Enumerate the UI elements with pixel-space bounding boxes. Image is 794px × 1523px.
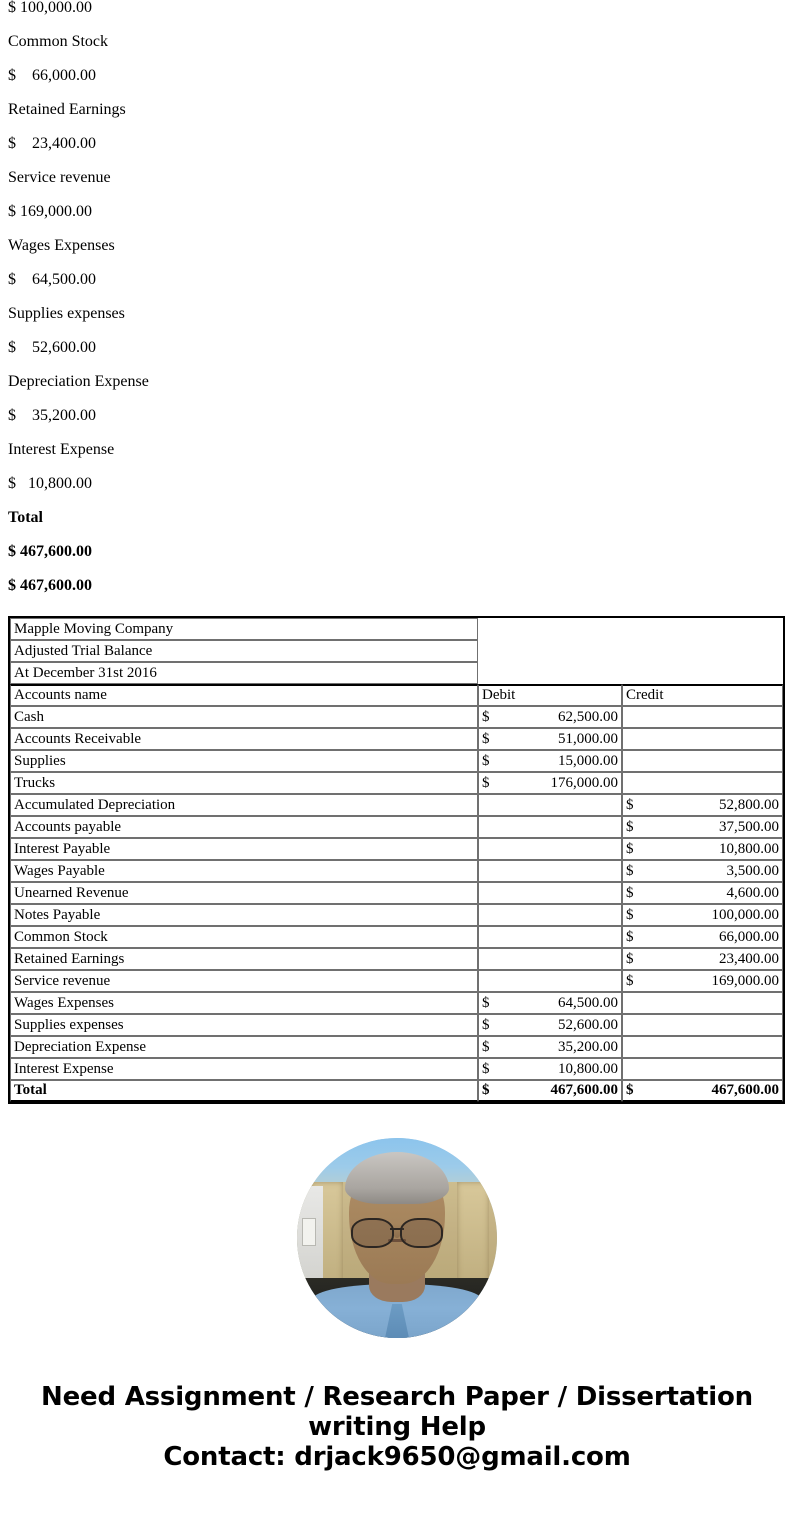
top-text-line: Wages Expenses xyxy=(8,237,115,254)
table-row xyxy=(10,970,783,992)
table-row xyxy=(10,1014,783,1036)
currency-symbol: $ xyxy=(626,950,634,967)
cell-credit xyxy=(622,772,783,794)
amount-value: 467,600.00 xyxy=(550,1082,618,1098)
cell-credit xyxy=(622,728,783,750)
top-text-line: $ 467,600.00 xyxy=(8,543,92,560)
currency-symbol: $ xyxy=(482,1016,490,1033)
cell-account-name: Retained Earnings xyxy=(10,948,478,970)
top-text-line: Supplies expenses xyxy=(8,305,125,322)
promo-block xyxy=(0,1382,794,1472)
cell-debit xyxy=(478,1036,622,1058)
cell-account-name: Notes Payable xyxy=(10,904,478,926)
cell-debit xyxy=(478,838,622,860)
table-row xyxy=(10,948,783,970)
cell-account-name: Accumulated Depreciation xyxy=(10,794,478,816)
cell-account-name: Service revenue xyxy=(10,970,478,992)
cell-account-name: Supplies expenses xyxy=(10,1014,478,1036)
currency-symbol: $ xyxy=(482,752,490,769)
cell-account-name: Wages Expenses xyxy=(10,992,478,1014)
amount-value: 10,800.00 xyxy=(558,1060,618,1077)
cell-account-name: Cash xyxy=(10,706,478,728)
amount-value: 4,600.00 xyxy=(726,884,779,901)
cell-credit xyxy=(622,948,783,970)
top-text-line: $ 66,000.00 xyxy=(8,67,96,84)
promo-line-3: Contact: drjack9650@gmail.com xyxy=(163,1442,631,1472)
cell-total-credit xyxy=(622,1080,783,1102)
top-text-line: $ 467,600.00 xyxy=(8,577,92,594)
currency-symbol: $ xyxy=(626,928,634,945)
cell-credit xyxy=(622,816,783,838)
table-title-cell: Mapple Moving Company xyxy=(10,618,478,640)
avatar xyxy=(297,1138,497,1338)
table-row xyxy=(10,1058,783,1080)
top-text-line: Service revenue xyxy=(8,169,111,186)
cell-credit xyxy=(622,904,783,926)
cell-debit xyxy=(478,816,622,838)
cell-credit xyxy=(622,992,783,1014)
top-text-line: $ 23,400.00 xyxy=(8,135,96,152)
amount-value: 467,600.00 xyxy=(711,1082,779,1098)
amount-value: 66,000.00 xyxy=(719,928,779,945)
cell-account-name: Accounts Receivable xyxy=(10,728,478,750)
cell-debit xyxy=(478,970,622,992)
currency-symbol: $ xyxy=(482,1060,490,1077)
cell-total-debit xyxy=(478,1080,622,1102)
cell-debit xyxy=(478,882,622,904)
trial-balance-table xyxy=(8,616,785,1104)
cell-account-name: Supplies xyxy=(10,750,478,772)
table-title-row xyxy=(10,662,783,684)
cell-debit xyxy=(478,904,622,926)
column-header-accounts-name: Accounts name xyxy=(10,684,478,706)
amount-value: 51,000.00 xyxy=(558,730,618,747)
amount-value: 62,500.00 xyxy=(558,708,618,725)
top-text-line: Retained Earnings xyxy=(8,101,126,118)
table-title-blank-area xyxy=(478,662,783,684)
cell-account-name: Depreciation Expense xyxy=(10,1036,478,1058)
cell-total-label: Total xyxy=(10,1080,478,1102)
currency-symbol: $ xyxy=(482,1038,490,1055)
table-row xyxy=(10,794,783,816)
cell-debit xyxy=(478,992,622,1014)
table-title-cell: Adjusted Trial Balance xyxy=(10,640,478,662)
table-row xyxy=(10,772,783,794)
amount-value: 100,000.00 xyxy=(711,906,779,923)
currency-symbol: $ xyxy=(626,840,634,857)
promo-line-2: writing Help xyxy=(308,1412,486,1442)
amount-value: 37,500.00 xyxy=(719,818,779,835)
cell-account-name: Wages Payable xyxy=(10,860,478,882)
avatar-block xyxy=(0,1138,794,1338)
table-title-row xyxy=(10,618,783,640)
table-row xyxy=(10,882,783,904)
column-header-debit: Debit xyxy=(478,684,622,706)
amount-value: 64,500.00 xyxy=(558,994,618,1011)
currency-symbol: $ xyxy=(482,774,490,791)
cell-credit xyxy=(622,1036,783,1058)
currency-symbol: $ xyxy=(626,818,634,835)
cell-credit xyxy=(622,1014,783,1036)
avatar-lens-right xyxy=(400,1218,443,1248)
cell-credit xyxy=(622,860,783,882)
top-text-line: Total xyxy=(8,509,43,526)
currency-symbol: $ xyxy=(482,730,490,747)
cell-account-name: Interest Expense xyxy=(10,1058,478,1080)
cell-debit xyxy=(478,948,622,970)
avatar-lens-left xyxy=(351,1218,394,1248)
top-text-line: $ 169,000.00 xyxy=(8,203,92,220)
table-title-blank-area xyxy=(478,640,783,662)
currency-symbol: $ xyxy=(626,796,634,813)
table-row xyxy=(10,816,783,838)
currency-symbol: $ xyxy=(626,906,634,923)
amount-value: 35,200.00 xyxy=(558,1038,618,1055)
cell-debit xyxy=(478,1058,622,1080)
cell-account-name: Common Stock xyxy=(10,926,478,948)
cell-credit xyxy=(622,794,783,816)
currency-symbol: $ xyxy=(626,972,634,989)
currency-symbol: $ xyxy=(482,994,490,1011)
glasses-icon xyxy=(351,1218,443,1244)
cell-debit xyxy=(478,706,622,728)
avatar-light-switch xyxy=(302,1218,316,1246)
cell-credit xyxy=(622,1058,783,1080)
top-text-line: $ 10,800.00 xyxy=(8,475,92,492)
trial-balance-body xyxy=(10,618,783,1102)
table-row xyxy=(10,926,783,948)
top-text-line: Common Stock xyxy=(8,33,109,50)
cell-account-name: Trucks xyxy=(10,772,478,794)
top-text-line: Interest Expense xyxy=(8,441,115,458)
top-text-line: $ 64,500.00 xyxy=(8,271,96,288)
cell-debit xyxy=(478,728,622,750)
top-text-line: $ 100,000.00 xyxy=(8,0,92,16)
table-row xyxy=(10,728,783,750)
cell-debit xyxy=(478,750,622,772)
table-row xyxy=(10,904,783,926)
amount-value: 52,600.00 xyxy=(558,1016,618,1033)
table-row xyxy=(10,860,783,882)
top-text-line: $ 35,200.00 xyxy=(8,407,96,424)
currency-symbol: $ xyxy=(482,1082,490,1098)
table-title-row xyxy=(10,640,783,662)
cell-credit xyxy=(622,838,783,860)
cell-account-name: Unearned Revenue xyxy=(10,882,478,904)
currency-symbol: $ xyxy=(626,862,634,879)
cell-credit xyxy=(622,882,783,904)
cell-credit xyxy=(622,750,783,772)
cell-credit xyxy=(622,706,783,728)
table-row xyxy=(10,706,783,728)
cell-debit xyxy=(478,926,622,948)
amount-value: 23,400.00 xyxy=(719,950,779,967)
top-text-line: $ 52,600.00 xyxy=(8,339,96,356)
trial-balance-container xyxy=(8,612,786,1104)
table-row xyxy=(10,838,783,860)
cell-credit xyxy=(622,970,783,992)
column-header-credit: Credit xyxy=(622,684,783,706)
table-title-blank-area xyxy=(478,618,783,640)
amount-value: 15,000.00 xyxy=(558,752,618,769)
cell-account-name: Interest Payable xyxy=(10,838,478,860)
currency-symbol: $ xyxy=(626,884,634,901)
cell-debit xyxy=(478,860,622,882)
table-header-row xyxy=(10,684,783,706)
amount-value: 10,800.00 xyxy=(719,840,779,857)
cell-debit xyxy=(478,1014,622,1036)
top-text-block xyxy=(0,0,794,594)
cell-credit xyxy=(622,926,783,948)
table-row xyxy=(10,1036,783,1058)
top-text-line: Depreciation Expense xyxy=(8,373,149,390)
amount-value: 52,800.00 xyxy=(719,796,779,813)
promo-line-1: Need Assignment / Research Paper / Dissertation xyxy=(41,1382,753,1412)
amount-value: 176,000.00 xyxy=(550,774,618,791)
table-total-row xyxy=(10,1080,783,1102)
table-row xyxy=(10,750,783,772)
cell-debit xyxy=(478,772,622,794)
amount-value: 169,000.00 xyxy=(711,972,779,989)
table-row xyxy=(10,992,783,1014)
amount-value: 3,500.00 xyxy=(726,862,779,879)
cell-account-name: Accounts payable xyxy=(10,816,478,838)
table-title-cell: At December 31st 2016 xyxy=(10,662,478,684)
currency-symbol: $ xyxy=(626,1082,634,1098)
cell-debit xyxy=(478,794,622,816)
currency-symbol: $ xyxy=(482,708,490,725)
